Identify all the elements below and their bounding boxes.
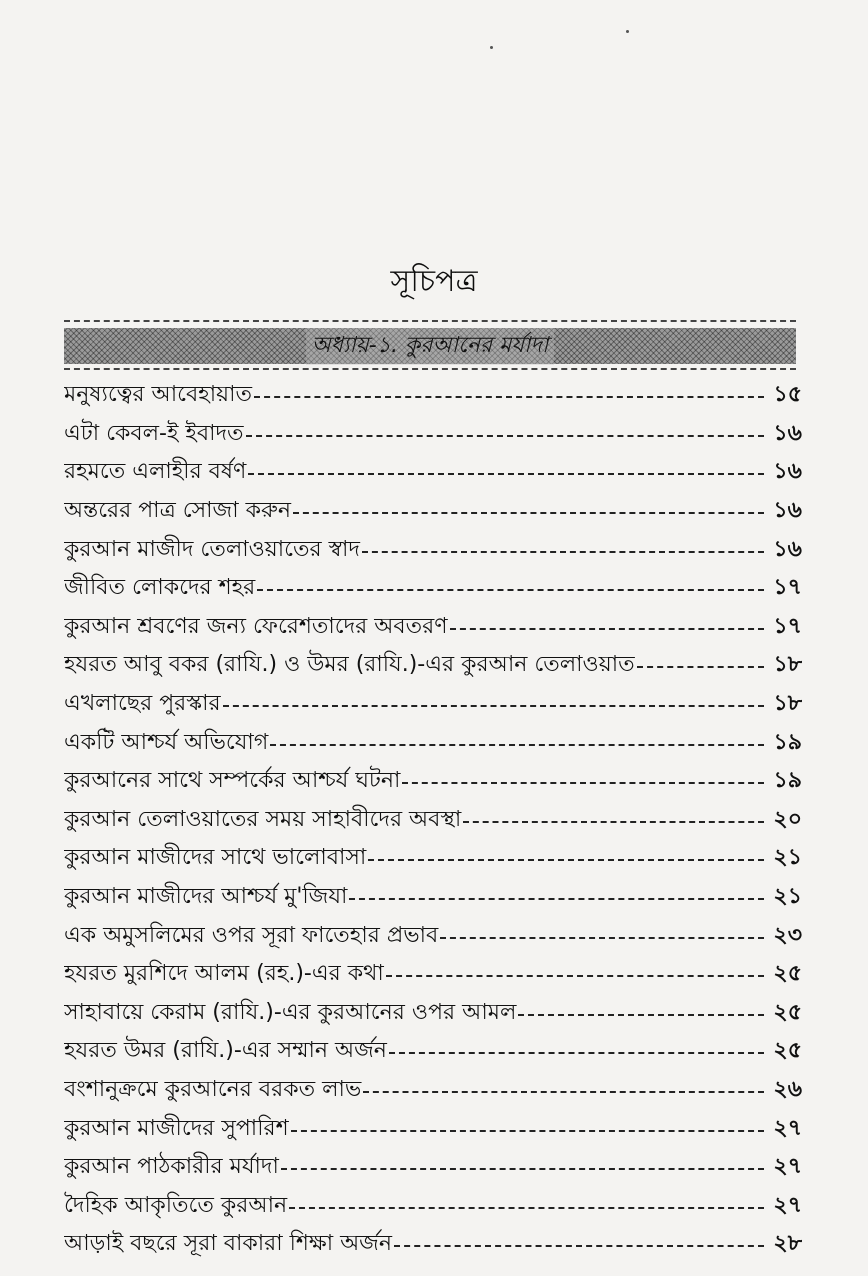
dotted-leader bbox=[463, 821, 764, 823]
toc-entry-page-number: ২৮ bbox=[773, 1231, 802, 1257]
toc-entry bbox=[64, 608, 802, 647]
divider-top bbox=[64, 320, 796, 322]
toc-entry bbox=[64, 762, 802, 801]
toc-entry bbox=[64, 453, 802, 492]
dotted-leader bbox=[362, 551, 764, 553]
toc-entry bbox=[64, 839, 802, 878]
toc-entry-page-number: ২৫ bbox=[773, 1038, 802, 1064]
dotted-leader bbox=[254, 396, 764, 398]
toc-entry-title: কুরআনের সাথে সম্পর্কের আশ্চর্য ঘটনা bbox=[64, 768, 401, 794]
toc-entry-title: হযরত উমর (রাযি.)-এর সম্মান অর্জন bbox=[64, 1038, 387, 1064]
toc-entry bbox=[64, 1109, 802, 1148]
toc-entry-page-number: ২১ bbox=[773, 845, 802, 871]
toc-entry bbox=[64, 1186, 802, 1225]
toc-entry-title: হযরত মুরশিদে আলম (রহ.)-এর কথা bbox=[64, 961, 384, 987]
toc-entry-title: কুরআন মাজীদের সাথে ভালোবাসা bbox=[64, 845, 367, 871]
dotted-leader bbox=[223, 705, 764, 707]
dotted-leader bbox=[291, 1130, 764, 1132]
toc-entry bbox=[64, 1225, 802, 1264]
divider-bottom bbox=[64, 368, 796, 370]
dotted-leader bbox=[257, 589, 764, 591]
toc-entry-page-number: ২৫ bbox=[773, 961, 802, 987]
toc-list bbox=[64, 376, 802, 1264]
ink-speck bbox=[626, 30, 629, 33]
ink-speck bbox=[490, 46, 493, 49]
dotted-leader bbox=[450, 628, 765, 630]
toc-entry bbox=[64, 1032, 802, 1071]
dotted-leader bbox=[368, 859, 764, 861]
toc-entry-page-number: ১৯ bbox=[773, 768, 802, 794]
dotted-leader bbox=[440, 937, 764, 939]
dotted-leader bbox=[389, 1052, 764, 1054]
toc-entry-page-number: ১৬ bbox=[773, 536, 802, 562]
toc-entry bbox=[64, 1148, 802, 1187]
toc-entry-title: সাহাবায়ে কেরাম (রাযি.)-এর কুরআনের ওপর আমল bbox=[64, 999, 517, 1025]
page-title: সূচিপত্র bbox=[390, 264, 478, 299]
toc-entry-page-number: ২১ bbox=[773, 884, 802, 910]
toc-entry bbox=[64, 955, 802, 994]
dotted-leader bbox=[293, 512, 764, 514]
toc-entry-title: অন্তরের পাত্র সোজা করুন bbox=[64, 498, 292, 524]
dotted-leader bbox=[289, 1207, 764, 1209]
toc-entry-title: একটি আশ্চর্য অভিযোগ bbox=[64, 729, 269, 755]
toc-entry bbox=[64, 801, 802, 840]
toc-entry-page-number: ২৩ bbox=[773, 922, 802, 948]
toc-entry bbox=[64, 1071, 802, 1110]
toc-entry bbox=[64, 723, 802, 762]
toc-entry-title: এখলাছের পুরস্কার bbox=[64, 691, 221, 717]
toc-entry-title: কুরআন মাজীদের আশ্চর্য মু'জিযা bbox=[64, 884, 348, 910]
toc-entry-page-number: ১৬ bbox=[773, 420, 802, 446]
dotted-leader bbox=[363, 1091, 764, 1093]
toc-entry-title: কুরআন শ্রবণের জন্য ফেরেশতাদের অবতরণ bbox=[64, 613, 448, 639]
toc-entry-title: এটা কেবল-ই ইবাদত bbox=[64, 420, 244, 446]
toc-entry-title: বংশানুক্রমে কুরআনের বরকত লাভ bbox=[64, 1076, 362, 1102]
toc-entry bbox=[64, 492, 802, 531]
chapter-heading-band bbox=[64, 328, 796, 364]
toc-entry-title: আড়াই বছরে সূরা বাকারা শিক্ষা অর্জন bbox=[64, 1231, 392, 1257]
toc-entry-page-number: ১৬ bbox=[773, 498, 802, 524]
chapter-heading: অধ্যায়-১. কুরআনের মর্যাদা bbox=[306, 328, 555, 365]
toc-entry bbox=[64, 376, 802, 415]
toc-entry-page-number: ১৬ bbox=[773, 459, 802, 485]
toc-entry-title: দৈহিক আকৃতিতে কুরআন bbox=[64, 1192, 288, 1218]
toc-entry bbox=[64, 569, 802, 608]
toc-entry-title: কুরআন মাজীদের সুপারিশ bbox=[64, 1115, 289, 1141]
toc-entry bbox=[64, 530, 802, 569]
toc-entry-title: এক অমুসলিমের ওপর সূরা ফাতেহার প্রভাব bbox=[64, 922, 439, 948]
toc-entry-page-number: ১৭ bbox=[773, 575, 802, 601]
toc-entry bbox=[64, 878, 802, 917]
dotted-leader bbox=[386, 975, 764, 977]
toc-entry-page-number: ১৭ bbox=[773, 613, 802, 639]
dotted-leader bbox=[394, 1245, 764, 1247]
toc-entry-page-number: ২৭ bbox=[773, 1115, 802, 1141]
toc-entry-page-number: ১৮ bbox=[773, 691, 802, 717]
toc-entry-title: হযরত আবু বকর (রাযি.) ও উমর (রাযি.)-এর কুরআন তেলাওয়াত bbox=[64, 652, 635, 678]
toc-entry-title: কুরআন মাজীদ তেলাওয়াতের স্বাদ bbox=[64, 536, 360, 562]
toc-entry bbox=[64, 685, 802, 724]
dotted-leader bbox=[518, 1014, 764, 1016]
toc-entry-title: জীবিত লোকদের শহর bbox=[64, 575, 256, 601]
toc-entry-title: কুরআন তেলাওয়াতের সময় সাহাবীদের অবস্থা bbox=[64, 806, 462, 832]
toc-entry-title: রহমতে এলাহীর বর্ষণ bbox=[64, 459, 247, 485]
dotted-leader bbox=[637, 666, 764, 668]
dotted-leader bbox=[281, 1168, 764, 1170]
toc-entry-title: মনুষ্যত্বের আবেহায়াত bbox=[64, 382, 252, 408]
toc-entry-page-number: ১৮ bbox=[773, 652, 802, 678]
toc-entry-page-number: ২০ bbox=[773, 806, 802, 832]
toc-entry-title: কুরআন পাঠকারীর মর্যাদা bbox=[64, 1154, 279, 1180]
toc-entry bbox=[64, 415, 802, 454]
toc-entry bbox=[64, 916, 802, 955]
dotted-leader bbox=[248, 473, 764, 475]
toc-entry bbox=[64, 646, 802, 685]
toc-entry-page-number: ১৯ bbox=[773, 729, 802, 755]
toc-entry-page-number: ২৬ bbox=[773, 1076, 802, 1102]
toc-entry-page-number: ২৫ bbox=[773, 999, 802, 1025]
dotted-leader bbox=[270, 744, 764, 746]
dotted-leader bbox=[246, 435, 764, 437]
toc-entry bbox=[64, 994, 802, 1033]
dotted-leader bbox=[349, 898, 764, 900]
toc-entry-page-number: ২৭ bbox=[773, 1154, 802, 1180]
toc-entry-page-number: ১৫ bbox=[773, 382, 802, 408]
toc-entry-page-number: ২৭ bbox=[773, 1192, 802, 1218]
dotted-leader bbox=[402, 782, 764, 784]
